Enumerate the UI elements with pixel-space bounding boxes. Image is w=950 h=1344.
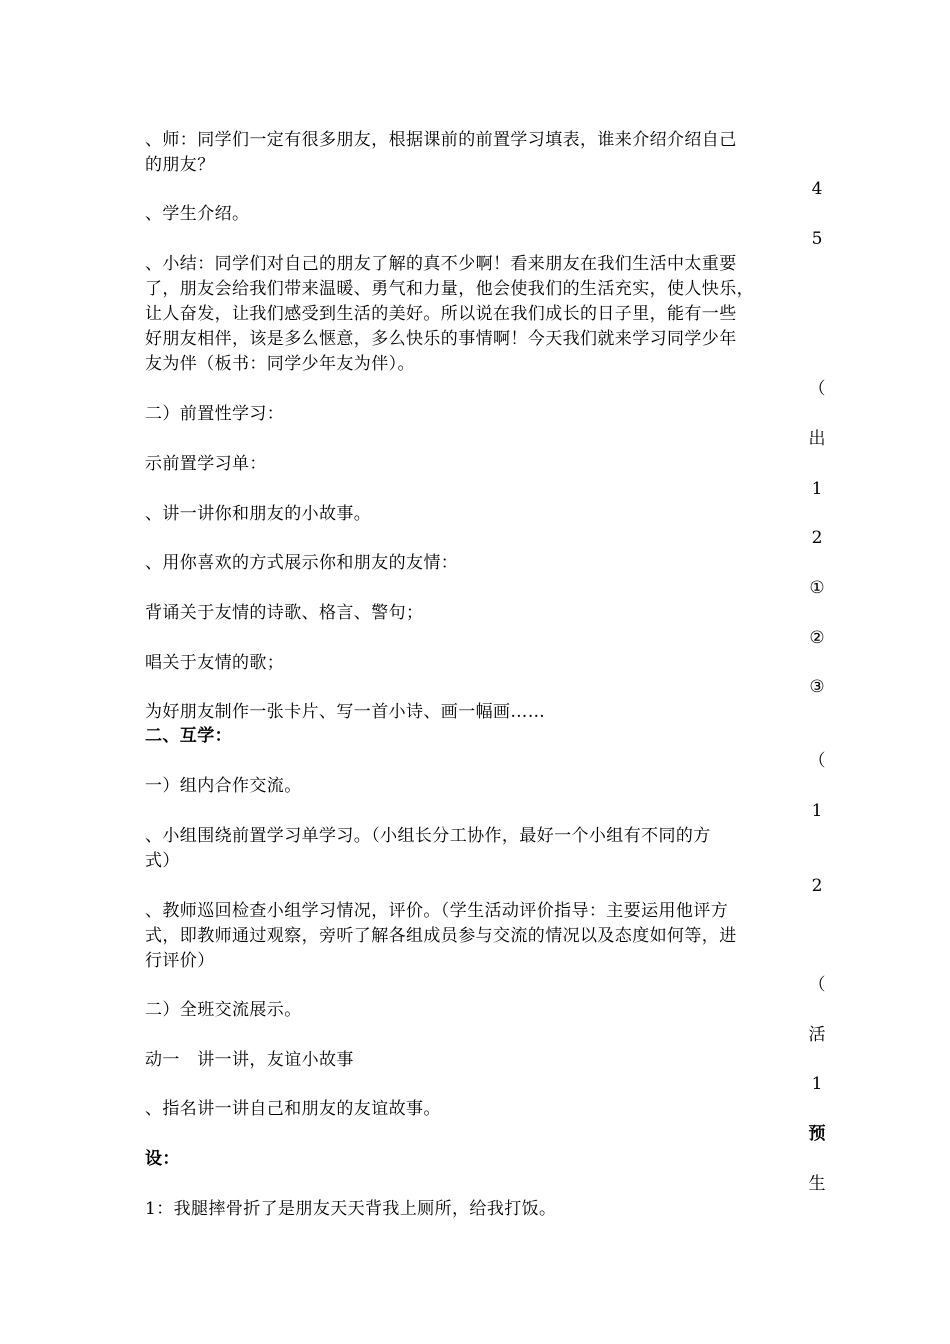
margin-char: 5	[811, 229, 823, 249]
margin-char: ①	[809, 578, 825, 598]
list-item: 、教师巡回检查小组学习情况，评价。（学生活动评价指导：主要运用他评方	[145, 901, 729, 921]
margin-char: 4	[811, 179, 823, 199]
list-item: 唱关于友情的歌；	[145, 653, 285, 673]
margin-char: 预	[808, 1124, 826, 1144]
list-item: 为好朋友制作一张卡片、写一首小诗、画一幅画……	[145, 702, 546, 722]
margin-char: ②	[809, 628, 825, 648]
body-line: 让人奋发，让我们感受到生活的美好。所以说在我们成长的日子里，能有一些	[145, 304, 737, 324]
section-heading: 二）全班交流展示。	[145, 1000, 302, 1020]
body-line: 式）	[145, 851, 180, 871]
body-line: 、师：同学们一定有很多朋友，根据课前的前置学习填表，谁来介绍介绍自己	[145, 130, 737, 150]
margin-char: （	[808, 751, 826, 771]
body-line: 、小结：同学们对自己的朋友了解的真不少啊！看来朋友在我们生活中太重要	[145, 254, 737, 274]
list-item: 、讲一讲你和朋友的小故事。	[145, 504, 372, 524]
section-heading: 设：	[145, 1149, 180, 1169]
margin-char: 活	[808, 1025, 826, 1045]
body-line: 的朋友？	[145, 155, 215, 175]
margin-char: 1	[811, 479, 823, 499]
list-item: 背诵关于友情的诗歌、格言、警句；	[145, 603, 424, 623]
section-heading: 二、互学：	[145, 726, 232, 746]
margin-char: （	[808, 379, 826, 399]
body-line: 式，即教师通过观察，旁听了解各组成员参与交流的情况以及态度如何等，进	[145, 926, 737, 946]
list-item: 、指名讲一讲自己和朋友的友谊故事。	[145, 1099, 441, 1119]
margin-char: 2	[811, 876, 823, 896]
activity-title: 动一 讲一讲，友谊小故事	[145, 1050, 354, 1070]
margin-char: （	[808, 975, 826, 995]
list-item: 、小组围绕前置学习单学习。（小组长分工协作，最好一个小组有不同的方	[145, 826, 711, 846]
margin-char: 1	[811, 801, 823, 821]
body-line: 友为伴（板书：同学少年友为伴）。	[145, 354, 415, 374]
list-item: 、用你喜欢的方式展示你和朋友的友情：	[145, 553, 459, 573]
margin-char: ③	[809, 677, 825, 697]
section-heading: 一）组内合作交流。	[145, 776, 302, 796]
body-line: 、学生介绍。	[145, 204, 250, 224]
section-heading: 二）前置性学习：	[145, 404, 285, 424]
margin-char: 2	[811, 528, 823, 548]
margin-char: 出	[808, 429, 826, 449]
body-line: 1：我腿摔骨折了是朋友天天背我上厕所，给我打饭。	[145, 1199, 557, 1219]
body-line: 示前置学习单：	[145, 454, 267, 474]
body-line: 了，朋友会给我们带来温暖、勇气和力量，他会使我们的生活充实，使人快乐，	[145, 279, 754, 299]
margin-char: 生	[808, 1174, 826, 1194]
body-line: 好朋友相伴，该是多么惬意，多么快乐的事情啊！今天我们就来学习同学少年	[145, 329, 737, 349]
body-line: 行评价）	[145, 951, 215, 971]
margin-char: 1	[811, 1074, 823, 1094]
